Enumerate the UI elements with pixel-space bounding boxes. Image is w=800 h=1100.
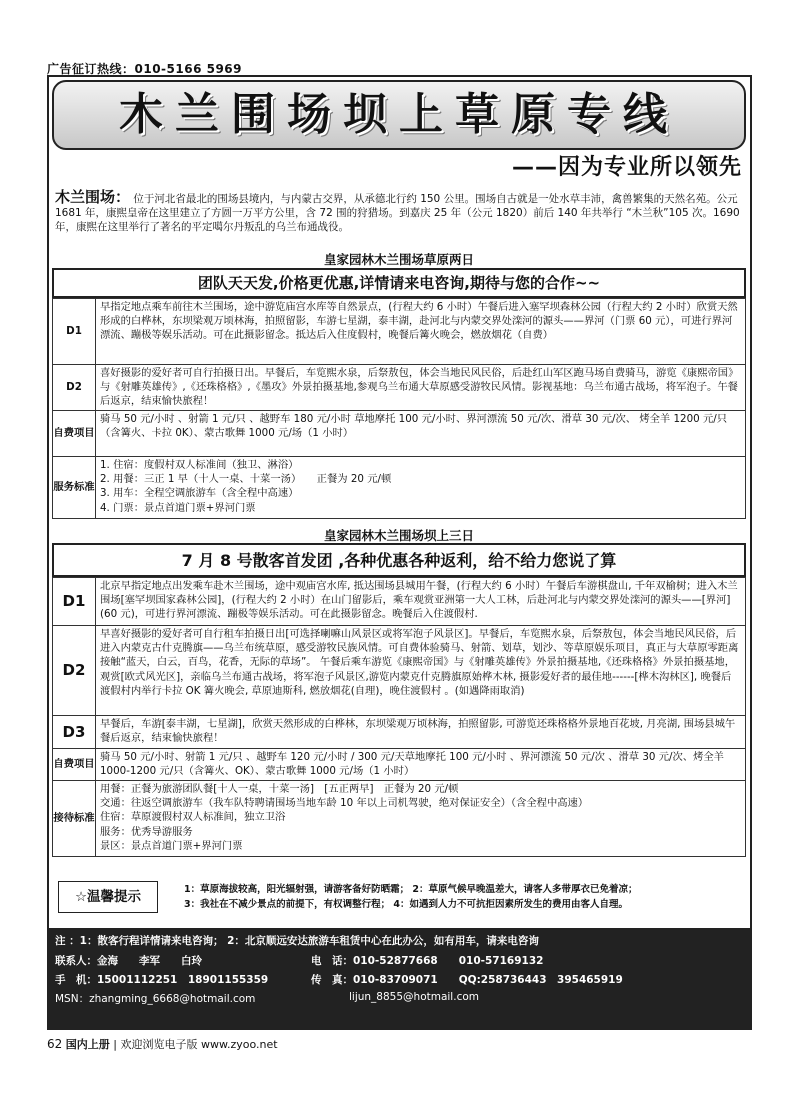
tour2-tagline: 团队天天发,价格更优惠,详情请来电咨询,期待与您的合作~~ [52,268,746,298]
service-line: 交通：往返空调旅游车（我车队特聘请围场当地车龄 10 年以上司机驾驶，绝对保证安全）（含全程中高速） [100,797,589,810]
day-text: 北京早指定地点出发乘车赴木兰围场，途中观庙宫水库, 抵达围场县城用午餐，(行程大约 6 小时）午餐后车游棋盘山, 千年双榆树；进入木兰围场[塞罕坝国家森林公园]，(行程大约 2 小时）在山门留影后，乘车观赏亚洲第一大人工林，后赴河北与内蒙交界处滦河的源头——[界河] (60 元)，可进行界河漂流、蹦极等娱乐活动。可在此摄影留念。晚餐后入住渡假村. [96,578,746,626]
service-line: 2. 用餐：三正 1 早（十人一桌、十菜一汤） 正餐为 20 元/顿 [100,473,392,486]
table-row [53,781,746,857]
service-line: 3. 用车：全程空调旅游车（含全程中高速） [100,487,299,500]
service-line: 景区：景点首道门票+界河门票 [100,839,243,852]
service-line: 住宿：草原渡假村双人标准间，独立卫浴 [100,811,286,824]
contact-msn-1: MSN：zhangming_6668@hotmail.com [55,993,256,1005]
contact-mobile: 手 机：15001112251 18901155359 [55,974,269,986]
tips-section [52,876,746,920]
service-line: 用餐：正餐为旅游团队餐[十人一桌，十菜一汤] [五正两早] 正餐为 20 元/顿 [100,783,459,795]
page-number: 62 [47,1037,63,1051]
service-label: 接待标准 [53,781,96,857]
table-row [53,457,746,519]
service-lines [96,781,746,857]
contact-msn-2: lijun_8855@hotmail.com [349,991,479,1003]
day-label: D1 [53,299,96,365]
banner-title: 木兰围场坝上草原专线 [119,89,679,140]
contact-fax: 传 真：010-83709071 QQ:258736443 395465919 [311,974,623,986]
table-row [53,749,746,781]
contact-note: 注 ：1：散客行程详情请来电咨询； 2：北京顺远安达旅游车租赁中心在此办公，如有用车，请来电咨询 [55,935,539,947]
service-line: 1. 住宿：度假村双人标准间（独卫、淋浴） [100,459,299,471]
extras-label: 自费项目 [53,411,96,457]
table-row [53,626,746,716]
table-row [53,365,746,411]
tips-line: 3：我社在不减少景点的前提下，有权调整行程； 4：如遇到人力不可抗拒因素所发生的费用由客人自理。 [184,899,629,910]
intro-paragraph [55,190,745,234]
day-label: D2 [53,365,96,411]
footer-text: | 欢迎浏览电子版 www.zyoo.net [113,1038,278,1051]
day-text: 早指定地点乘车前往木兰围场，途中游览庙宫水库等自然景点，(行程大约 6 小时）午餐后进入塞罕坝森林公园（行程大约 2 小时）欣赏天然形成的白桦林，东坝梁观万顷林海，拍照留影，车游七星湖，泰丰湖，赴河北与内蒙交界处滦河的源头——界河（门票 60 元），可进行界河漂流、蹦极等娱乐活动。可在此摄影留念。抵达后入住度假村，晚餐后篝火晚会，燃放烟花（自费） [96,299,746,365]
tour3-itinerary-table [52,577,746,857]
extras-text: 骑马 50 元/小时、射箭 1 元/只 、越野车 120 元/小时 / 300 元/天草地摩托 100 元/小时 、界河漂流 50 元/次 、滑草 30 元/次、烤全羊 1000-1200 元/只（含篝火、OK）、蒙古歌舞 1000 元/场（1 小时） [96,749,746,781]
page-footer [47,1036,278,1052]
tour3-tagline: 7 月 8 号散客首发团 ,各种优惠各种返利，给不给力您说了算 [52,543,746,577]
footer-section: 国内上册 [65,1038,110,1051]
tips-text [184,882,744,912]
contact-persons: 联系人：金海 李军 白玲 [55,955,202,967]
intro-title: 木兰围场： [55,188,131,206]
tips-label: ☆温馨提示 [58,881,158,913]
contact-phone: 电 话：010-52877668 010-57169132 [311,955,544,967]
day-text: 早餐后，车游[泰丰湖，七星湖]，欣赏天然形成的白桦林，东坝梁观万顷林海，拍照留影, 可游览还珠格格外景地百花坡, 月亮湖, 围场县城午餐后返京，结束愉快旅程！ [96,716,746,749]
contact-block [49,928,750,1028]
service-line: 4. 门票：景点首道门票+界河门票 [100,501,256,514]
table-row [53,578,746,626]
day-label: D1 [53,578,96,626]
intro-text: 位于河北省最北的围场县境内，与内蒙古交界，从承德北行约 150 公里。围场自古就是一处水草丰沛，禽兽繁集的天然名苑。公元 1681 年，康熙皇帝在这里建立了方圆一万平方公里，含 72 围的狩猎场。到嘉庆 25 年（公元 1820）前后 140 年共举行 “木兰秋”105 次。1690 年，康熙在这里举行了著名的平定噶尔丹叛乱的乌兰布通战役。 [55,193,740,233]
ad-hotline: 广告征订热线：010-5166 5969 [47,62,243,76]
table-row [53,716,746,749]
tour3-title: 皇家园林木兰围场坝上三日 [323,528,474,543]
service-lines [96,457,746,519]
table-row [53,299,746,365]
title-banner [52,80,746,150]
slogan: ——因为专业所以领先 [511,155,742,180]
extras-label: 自费项目 [53,749,96,781]
table-row [53,411,746,457]
day-text: 早喜好摄影的爱好者可自行租车拍摄日出[可选择喇嘛山风景区或将军泡子风景区]。早餐后，车览熙水泉，后祭敖包，体会当地民风民俗，后进入内蒙克古什克腾旗——乌兰布统草原，感受游牧民族风情。可自费体验骑马、射箭、划草，划沙、等草原娱乐项目，真正与大草原零距离接触“蓝天，白云，百鸟，花香，无际的草场”。 午餐后乘车游览《康熙帝国》与《射雕英雄传》外景拍摄基地,《还珠格格》外景拍摄基地，观赏[欧式风光区]，亲临乌兰布通古战场，将军泡子风景区,游览内蒙克什克腾旗原始桦木林, 摄影爱好者的最佳地------[桦木沟林区], 晚餐后渡假村内举行卡拉 OK 篝火晚会, 草原迪斯科, 燃放烟花(自理)，晚住渡假村 。(如遇降雨取消) [96,626,746,716]
day-text: 喜好摄影的爱好者可自行拍摄日出。早餐后，车览熙水泉，后祭敖包，体会当地民风民俗，后赴红山军区跑马场自费骑马，游览《康熙帝国》与《射雕英雄传》,《还珠格格》,《墨攻》外景拍摄基地,参观乌兰布通大草原感受游牧民风情。影视基地：乌兰布通古战场，将军泡子。午餐后返京，结束愉快旅程！ [96,365,746,411]
day-label: D2 [53,626,96,716]
tour2-itinerary-table [52,298,746,519]
tips-line: 1：草原海拔较高，阳光辐射强，请游客备好防晒霜； 2：草原气候早晚温差大，请客人多带厚衣已免着凉； [184,884,638,895]
tour2-title: 皇家园林木兰围场草原两日 [323,252,474,267]
extras-text: 骑马 50 元/小时 、射箭 1 元/只 、越野车 180 元/小时 草地摩托 100 元/小时、界河漂流 50 元/次、滑草 30 元/次、 烤全羊 1200 元/只（含篝火、卡拉 0K）、蒙古歌舞 1000 元/场（1 小时） [96,411,746,457]
service-label: 服务标准 [53,457,96,519]
day-label: D3 [53,716,96,749]
service-line: 服务：优秀导游服务 [100,825,193,838]
